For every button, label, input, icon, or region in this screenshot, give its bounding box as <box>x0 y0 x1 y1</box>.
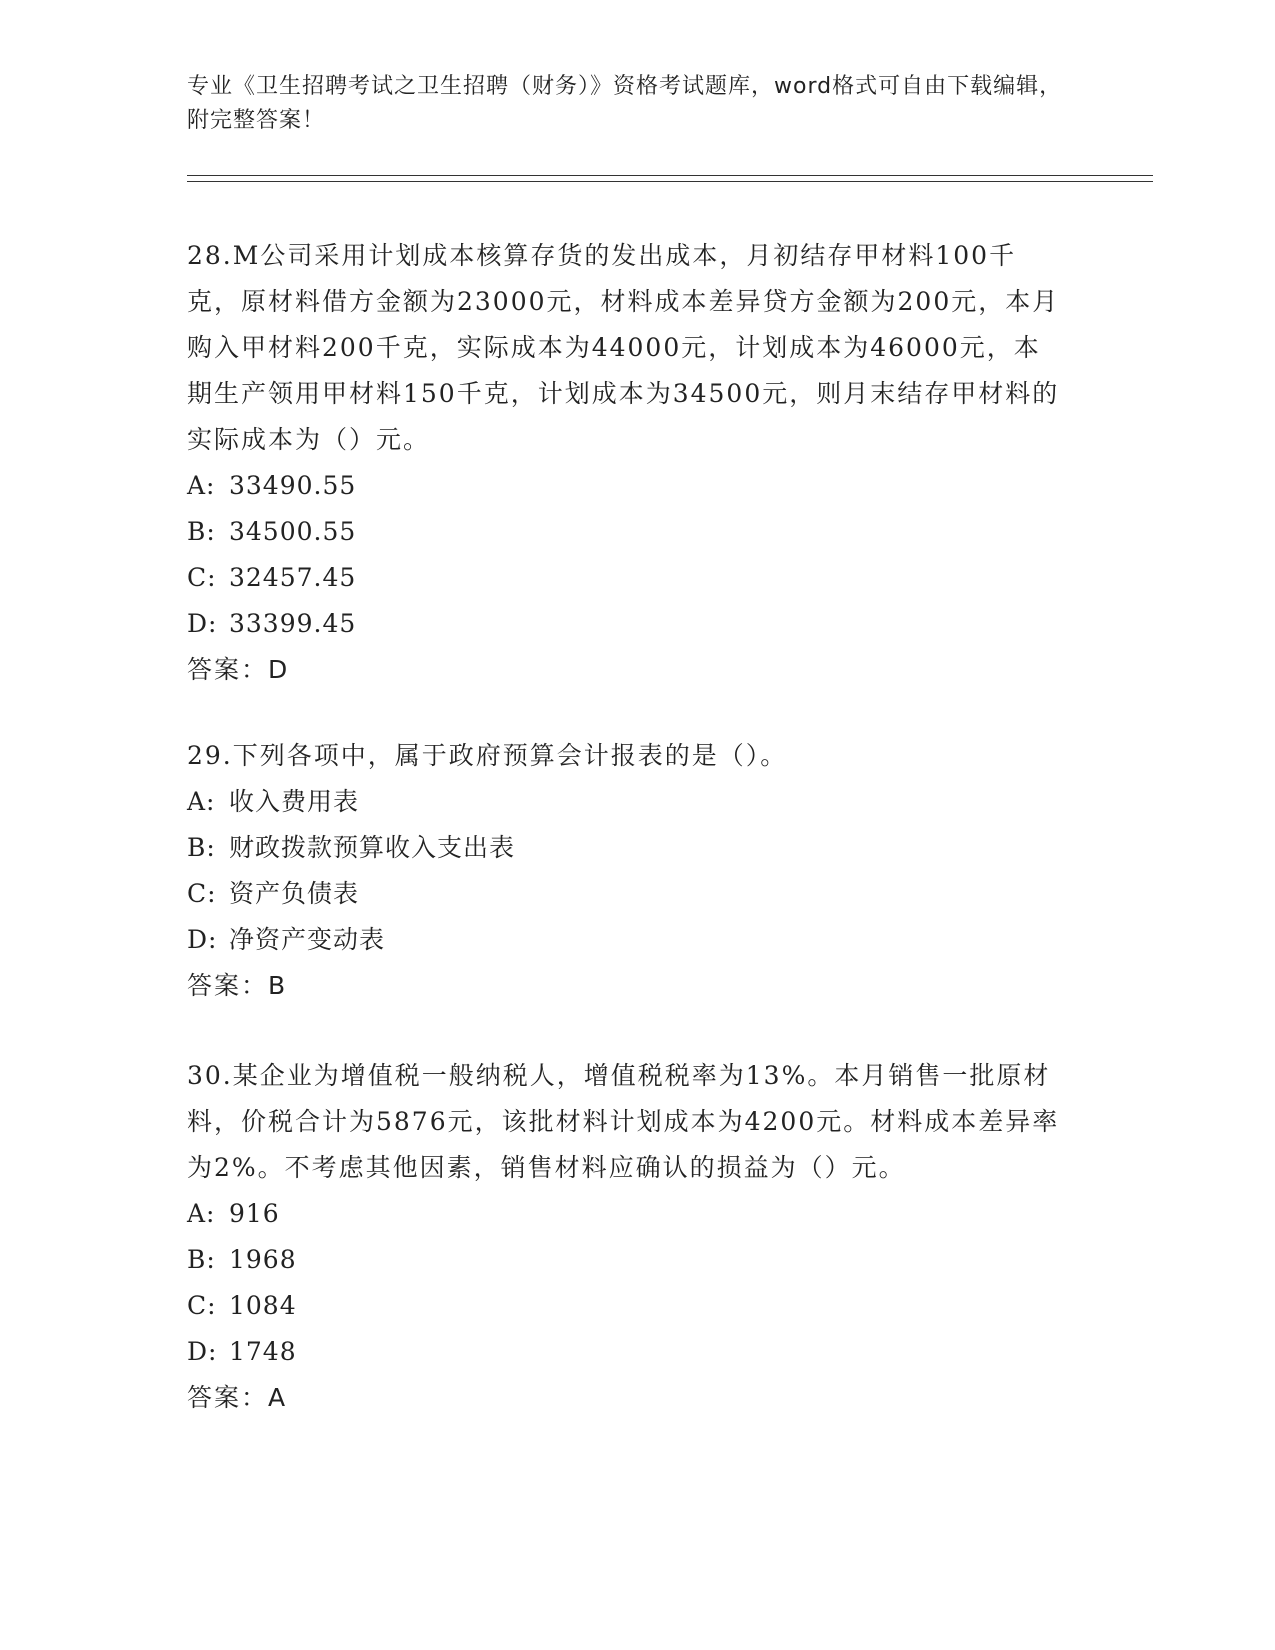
option-letter: A: <box>187 1199 216 1228</box>
option-text: 34500.55 <box>229 517 357 546</box>
option-text: 收入费用表 <box>229 787 360 816</box>
option-letter: D: <box>187 1337 218 1366</box>
option-letter: D: <box>187 925 218 954</box>
option-letter: B: <box>187 833 216 862</box>
option-text: 33490.55 <box>229 471 357 500</box>
option-letter: B: <box>187 1245 216 1274</box>
option-letter: C: <box>187 1291 217 1320</box>
option-c <box>187 1283 1067 1329</box>
question-stem: 28.M公司采用计划成本核算存货的发出成本，月初结存甲材料100千克，原材料借方金额为23000元，材料成本差异贷方金额为200元，本月购入甲材料200千克，实际成本为44000元，计划成本为46000元，本期生产领用甲材料150千克，计划成本为34500元，则月末结存甲材料的实际成本为（）元。 <box>187 241 1060 454</box>
option-text: 1748 <box>229 1337 297 1366</box>
answer: 答案：D <box>187 655 290 684</box>
option-d <box>187 601 1067 647</box>
option-text: 净资产变动表 <box>229 925 386 954</box>
option-b <box>187 509 1067 555</box>
option-a <box>187 1191 1067 1237</box>
option-letter: A: <box>187 471 216 500</box>
option-c <box>187 555 1067 601</box>
option-c <box>187 871 1067 917</box>
option-d <box>187 917 1067 963</box>
option-letter: B: <box>187 517 216 546</box>
option-b <box>187 825 1067 871</box>
document-header: 专业《卫生招聘考试之卫生招聘（财务）》资格考试题库，word格式可自由下载编辑，附完整答案！ <box>187 74 1063 133</box>
option-a <box>187 779 1067 825</box>
option-letter: D: <box>187 609 218 638</box>
option-text: 1084 <box>229 1291 297 1320</box>
option-b <box>187 1237 1067 1283</box>
question-stem: 30.某企业为增值税一般纳税人，增值税税率为13%。本月销售一批原材料，价税合计为5876元，该批材料计划成本为4200元。材料成本差异率为2%。不考虑其他因素，销售材料应确认的损益为（）元。 <box>187 1061 1060 1182</box>
question-30 <box>187 1053 1067 1421</box>
option-letter: C: <box>187 563 217 592</box>
option-text: 1968 <box>229 1245 297 1274</box>
question-29 <box>187 733 1067 1009</box>
option-text: 财政拨款预算收入支出表 <box>229 833 516 862</box>
answer: 答案：B <box>187 971 288 1000</box>
question-28 <box>187 233 1067 693</box>
option-text: 资产负债表 <box>229 879 360 908</box>
option-text: 32457.45 <box>229 563 357 592</box>
option-d <box>187 1329 1067 1375</box>
option-letter: C: <box>187 879 217 908</box>
option-text: 916 <box>229 1199 280 1228</box>
header-divider-top <box>187 175 1153 176</box>
option-text: 33399.45 <box>229 609 357 638</box>
answer: 答案：A <box>187 1383 288 1412</box>
option-letter: A: <box>187 787 216 816</box>
option-a <box>187 463 1067 509</box>
header-divider-bottom <box>187 181 1153 182</box>
question-stem: 29.下列各项中，属于政府预算会计报表的是（）。 <box>187 741 788 770</box>
